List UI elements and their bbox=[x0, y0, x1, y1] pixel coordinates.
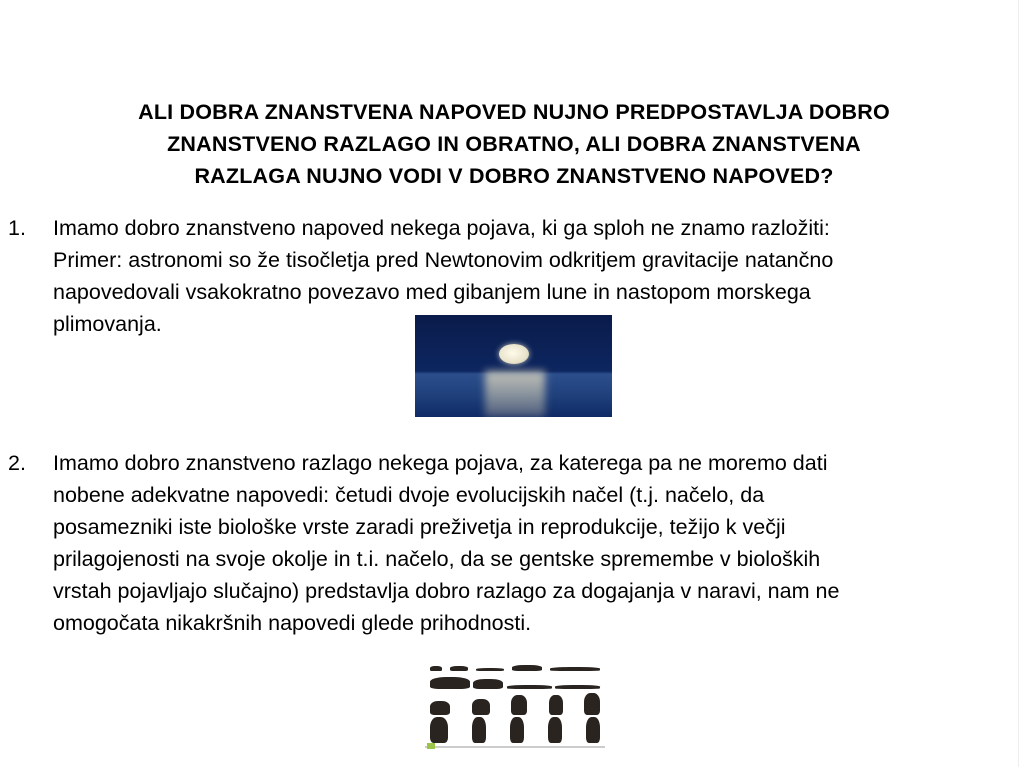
item-number: 2. bbox=[8, 451, 26, 475]
title-line-3: RAZLAGA NUJNO VODI V DOBRO ZNANSTVENO NAPOVED? bbox=[194, 164, 834, 188]
item-line: posamezniki iste biološke vrste zaradi preživetja in reprodukcije, težijo k večji bbox=[53, 515, 786, 539]
item-line: omogočata nikakršnih napovedi glede prihodnosti. bbox=[53, 611, 532, 635]
item-line: Primer: astronomi so že tisočletja pred Newtonovim odkritjem gravitacije natančno bbox=[53, 248, 834, 272]
item-number: 1. bbox=[8, 216, 26, 240]
title-line-1: ALI DOBRA ZNANSTVENA NAPOVED NUJNO PREDPOSTAVLJA DOBRO bbox=[138, 100, 890, 124]
evo-row-apes bbox=[430, 693, 600, 715]
evolution-chart-image bbox=[425, 657, 605, 752]
item-line: Imamo dobro znanstveno razlago nekega pojava, za katerega pa ne moremo dati bbox=[53, 451, 828, 475]
title-line-2: ZNANSTVENO RAZLAGO IN OBRATNO, ALI DOBRA ZNANSTVENA bbox=[167, 132, 861, 156]
evo-baseline bbox=[425, 746, 605, 748]
item-text bbox=[53, 447, 1013, 639]
moon-icon bbox=[499, 344, 529, 364]
item-line: Imamo dobro znanstveno napoved nekega pojava, ki ga sploh ne znamo razložiti: bbox=[53, 216, 830, 240]
item-line: prilagojenosti na svoje okolje in t.i. načelo, da se gentske spremembe v bioloških bbox=[53, 547, 821, 571]
slide-edge bbox=[1018, 0, 1019, 767]
item-line: plimovanja. bbox=[53, 312, 162, 336]
evo-row-fish bbox=[430, 663, 600, 671]
evo-row-reptiles bbox=[430, 675, 600, 689]
item-line: nobene adekvatne napovedi: četudi dvoje evolucijskih načel (t.j. načelo, da bbox=[53, 483, 765, 507]
slide-title bbox=[10, 96, 1018, 192]
moon-reflection bbox=[485, 371, 545, 417]
item-line: vrstah pojavljajo slučajno) predstavlja dobro razlago za dogajanja v naravi, nam ne bbox=[53, 579, 840, 603]
publisher-logo bbox=[427, 743, 435, 749]
moon-over-sea-image bbox=[415, 315, 612, 417]
item-line: napovedovali vsakokratno povezavo med gibanjem lune in nastopom morskega bbox=[53, 280, 811, 304]
evo-row-humans bbox=[430, 717, 600, 743]
